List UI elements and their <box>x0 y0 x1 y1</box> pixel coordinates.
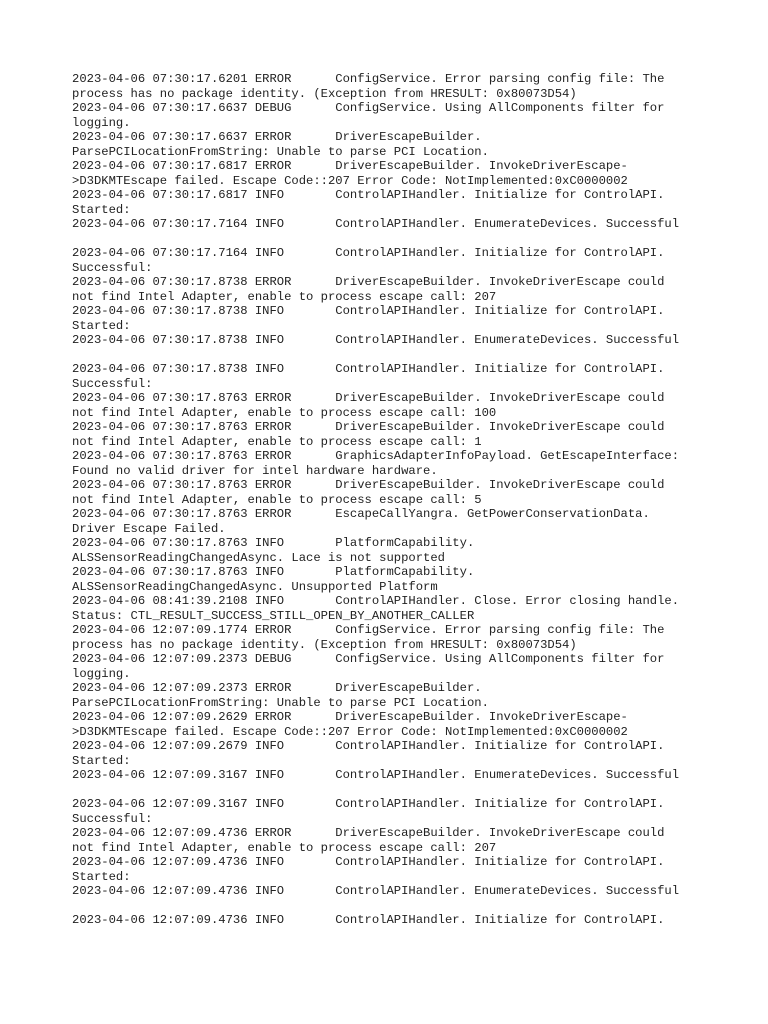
log-line: ParsePCILocationFromString: Unable to parse PCI Location. <box>72 144 489 159</box>
log-line: 2023-04-06 08:41:39.2108 INFO ControlAPIHandler. Close. Error closing handle. <box>72 594 680 608</box>
log-line: 2023-04-06 07:30:17.6817 INFO ControlAPIHandler. Initialize for ControlAPI. <box>72 188 665 202</box>
log-line: 2023-04-06 12:07:09.2373 ERROR DriverEscapeBuilder. <box>72 681 482 695</box>
log-line: not find Intel Adapter, enable to process escape call: 1 <box>72 434 482 449</box>
log-line: 2023-04-06 07:30:17.8763 INFO PlatformCapability. <box>72 536 475 550</box>
log-line: process has no package identity. (Exception from HRESULT: 0x80073D54) <box>72 86 577 101</box>
log-line: 2023-04-06 07:30:17.6637 DEBUG ConfigService. Using AllComponents filter for <box>72 101 665 115</box>
log-line: not find Intel Adapter, enable to process escape call: 207 <box>72 840 497 855</box>
log-line: Status: CTL_RESULT_SUCCESS_STILL_OPEN_BY_ANOTHER_CALLER <box>72 608 475 623</box>
log-line: Started: <box>72 202 131 217</box>
log-line: 2023-04-06 07:30:17.8738 ERROR DriverEscapeBuilder. InvokeDriverEscape could <box>72 275 665 289</box>
log-line: 2023-04-06 07:30:17.8738 INFO ControlAPIHandler. EnumerateDevices. Successful <box>72 333 680 347</box>
log-line: ALSSensorReadingChangedAsync. Lace is not supported <box>72 550 445 565</box>
log-line: 2023-04-06 07:30:17.8738 INFO ControlAPIHandler. Initialize for ControlAPI. <box>72 304 665 318</box>
log-line: Found no valid driver for intel hardware hardware. <box>72 463 438 478</box>
log-line: 2023-04-06 12:07:09.4736 INFO ControlAPIHandler. EnumerateDevices. Successful <box>72 884 680 898</box>
log-line <box>72 232 768 247</box>
log-line: 2023-04-06 07:30:17.8738 INFO ControlAPIHandler. Initialize for ControlAPI. <box>72 362 665 376</box>
log-line: ParsePCILocationFromString: Unable to parse PCI Location. <box>72 695 489 710</box>
log-line: 2023-04-06 12:07:09.4736 INFO ControlAPIHandler. Initialize for ControlAPI. <box>72 855 665 869</box>
log-line <box>72 348 768 363</box>
log-line: 2023-04-06 12:07:09.2629 ERROR DriverEscapeBuilder. InvokeDriverEscape- <box>72 710 628 724</box>
log-line: >D3DKMTEscape failed. Escape Code::207 Error Code: NotImplemented:0xC0000002 <box>72 724 628 739</box>
log-line: Successful: <box>72 260 153 275</box>
log-line: 2023-04-06 12:07:09.1774 ERROR ConfigService. Error parsing config file: The <box>72 623 665 637</box>
log-line <box>72 899 768 914</box>
log-line: ALSSensorReadingChangedAsync. Unsupported Platform <box>72 579 438 594</box>
log-line: 2023-04-06 07:30:17.6637 ERROR DriverEscapeBuilder. <box>72 130 482 144</box>
log-line: 2023-04-06 12:07:09.2373 DEBUG ConfigService. Using AllComponents filter for <box>72 652 665 666</box>
log-line: Driver Escape Failed. <box>72 521 226 536</box>
log-line: process has no package identity. (Exception from HRESULT: 0x80073D54) <box>72 637 577 652</box>
log-line: Successful: <box>72 376 153 391</box>
log-line: Started: <box>72 318 131 333</box>
log-line: Successful: <box>72 811 153 826</box>
log-line: 2023-04-06 07:30:17.8763 ERROR EscapeCallYangra. GetPowerConservationData. <box>72 507 650 521</box>
log-line: 2023-04-06 12:07:09.4736 ERROR DriverEscapeBuilder. InvokeDriverEscape could <box>72 826 665 840</box>
log-line: not find Intel Adapter, enable to process escape call: 207 <box>72 289 497 304</box>
log-line: 2023-04-06 12:07:09.2679 INFO ControlAPIHandler. Initialize for ControlAPI. <box>72 739 665 753</box>
log-line: 2023-04-06 12:07:09.3167 INFO ControlAPIHandler. Initialize for ControlAPI. <box>72 797 665 811</box>
log-line: 2023-04-06 07:30:17.8763 INFO PlatformCapability. <box>72 565 475 579</box>
log-line: 2023-04-06 07:30:17.8763 ERROR DriverEscapeBuilder. InvokeDriverEscape could <box>72 391 665 405</box>
log-line: 2023-04-06 07:30:17.8763 ERROR DriverEscapeBuilder. InvokeDriverEscape could <box>72 478 665 492</box>
log-line: Started: <box>72 869 131 884</box>
log-line: logging. <box>72 666 131 681</box>
log-line: 2023-04-06 07:30:17.8763 ERROR GraphicsAdapterInfoPayload. GetEscapeInterface: <box>72 449 680 463</box>
log-line: 2023-04-06 07:30:17.6201 ERROR ConfigService. Error parsing config file: The <box>72 72 665 86</box>
log-line: 2023-04-06 07:30:17.8763 ERROR DriverEscapeBuilder. InvokeDriverEscape could <box>72 420 665 434</box>
log-line <box>72 783 768 798</box>
log-line: Started: <box>72 753 131 768</box>
log-line: 2023-04-06 12:07:09.4736 INFO ControlAPIHandler. Initialize for ControlAPI. <box>72 913 665 927</box>
log-line: not find Intel Adapter, enable to process escape call: 100 <box>72 405 497 420</box>
log-line: not find Intel Adapter, enable to process escape call: 5 <box>72 492 482 507</box>
log-line: logging. <box>72 115 131 130</box>
log-line: 2023-04-06 07:30:17.6817 ERROR DriverEscapeBuilder. InvokeDriverEscape- <box>72 159 628 173</box>
log-line: 2023-04-06 07:30:17.7164 INFO ControlAPIHandler. Initialize for ControlAPI. <box>72 246 665 260</box>
log-line: 2023-04-06 07:30:17.7164 INFO ControlAPIHandler. EnumerateDevices. Successful <box>72 217 680 231</box>
log-line: >D3DKMTEscape failed. Escape Code::207 Error Code: NotImplemented:0xC0000002 <box>72 173 628 188</box>
log-text <box>72 72 768 928</box>
log-line: 2023-04-06 12:07:09.3167 INFO ControlAPIHandler. EnumerateDevices. Successful <box>72 768 680 782</box>
